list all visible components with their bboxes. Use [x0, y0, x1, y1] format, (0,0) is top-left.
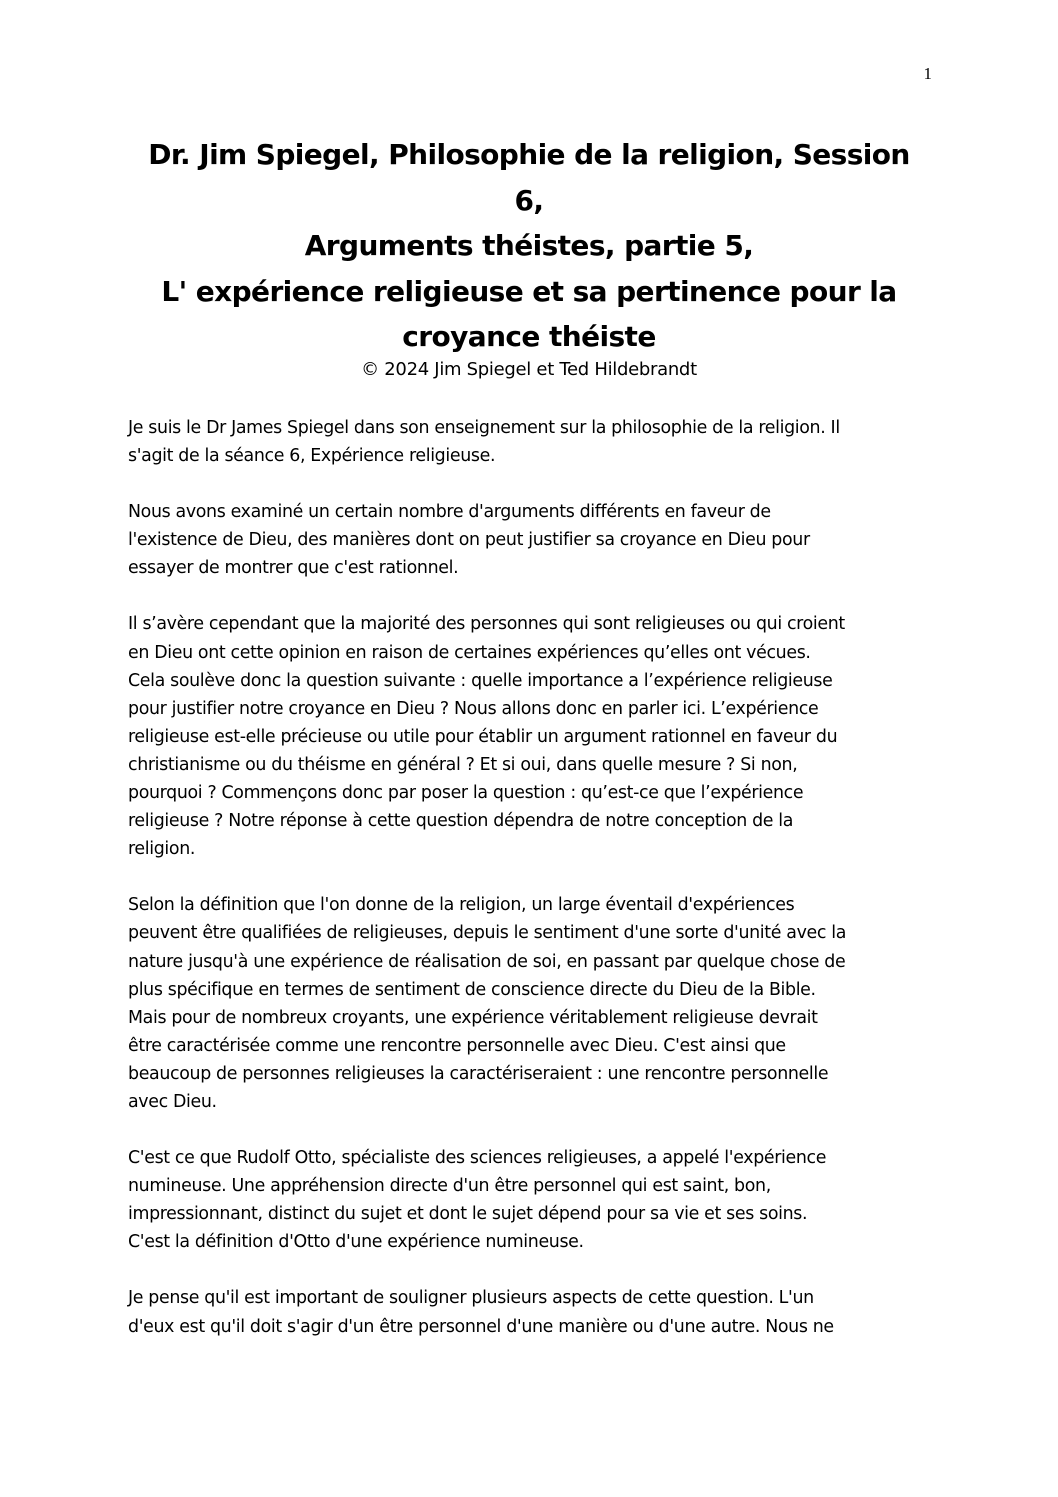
text-line: christianisme ou du théisme en général ? Et si oui, dans quelle mesure ? Si non, [128, 754, 798, 775]
text-line: pour justifier notre croyance en Dieu ? Nous allons donc en parler ici. L’expérience [128, 698, 819, 719]
page-number: 1 [923, 64, 932, 83]
text-line: C'est la définition d'Otto d'une expérience numineuse. [128, 1232, 584, 1253]
body-text [128, 414, 934, 1369]
text-line: Je pense qu'il est important de souligner plusieurs aspects de cette question. L'un [128, 1288, 814, 1309]
text-line: C'est ce que Rudolf Otto, spécialiste des sciences religieuses, a appelé l'expérience [128, 1148, 827, 1169]
text-line: beaucoup de personnes religieuses la caractériseraient : une rencontre personnelle [128, 1063, 829, 1084]
text-line: religieuse ? Notre réponse à cette question dépendra de notre conception de la [128, 811, 794, 832]
title-line: L' expérience religieuse et sa pertinence pour la [161, 274, 897, 308]
text-line: religieuse est-elle précieuse ou utile pour établir un argument rationnel en faveur du [128, 726, 838, 747]
title-block [128, 132, 930, 383]
text-line: essayer de montrer que c'est rationnel. [128, 558, 459, 579]
text-line: pourquoi ? Commençons donc par poser la question : qu’est-ce que l’expérience [128, 783, 804, 804]
text-line: Selon la définition que l'on donne de la religion, un large éventail d'expériences [128, 895, 795, 916]
paragraph [128, 610, 934, 863]
text-line: impressionnant, distinct du sujet et dont le sujet dépend pour sa vie et ses soins. [128, 1204, 808, 1225]
text-line: Je suis le Dr James Spiegel dans son enseignement sur la philosophie de la religion. Il [128, 418, 840, 438]
text-line: peuvent être qualifiées de religieuses, depuis le sentiment d'une sorte d'unité avec la [128, 923, 847, 944]
copyright-notice: © 2024 Jim Spiegel et Ted Hildebrandt [361, 358, 697, 380]
text-line: être caractérisée comme une rencontre personnelle avec Dieu. C'est ainsi que [128, 1035, 786, 1056]
title-line: 6, [514, 183, 544, 217]
text-line: d'eux est qu'il doit s'agir d'un être personnel d'une manière ou d'une autre. Nous ne [128, 1316, 834, 1337]
text-line: l'existence de Dieu, des manières dont on peut justifier sa croyance en Dieu pour [128, 530, 810, 551]
paragraph [128, 1284, 934, 1340]
text-line: Cela soulève donc la question suivante : quelle importance a l’expérience religieuse [128, 670, 833, 691]
paragraph [128, 414, 934, 470]
title-line: croyance théiste [402, 320, 656, 353]
text-line: plus spécifique en termes de sentiment de conscience directe du Dieu de la Bible. [128, 979, 816, 1000]
text-line: Il s’avère cependant que la majorité des personnes qui sont religieuses ou qui croient [128, 614, 845, 635]
text-line: en Dieu ont cette opinion en raison de certaines expériences qu’elles ont vécues. [128, 642, 811, 663]
title-line: Dr. Jim Spiegel, Philosophie de la religion, Session [148, 138, 910, 171]
paragraph [128, 1144, 934, 1256]
text-line: avec Dieu. [128, 1091, 217, 1112]
text-line: religion. [128, 839, 196, 860]
title-line: Arguments théistes, partie 5, [304, 229, 754, 262]
text-line: nature jusqu'à une expérience de réalisation de soi, en passant par quelque chose de [128, 951, 846, 972]
text-line: Nous avons examiné un certain nombre d'arguments différents en faveur de [128, 502, 771, 523]
text-line: s'agit de la séance 6, Expérience religieuse. [128, 446, 496, 467]
paragraph [128, 498, 934, 582]
text-line: numineuse. Une appréhension directe d'un être personnel qui est saint, bon, [128, 1176, 771, 1197]
paragraph [128, 891, 934, 1116]
text-line: Mais pour de nombreux croyants, une expérience véritablement religieuse devrait [128, 1007, 818, 1028]
